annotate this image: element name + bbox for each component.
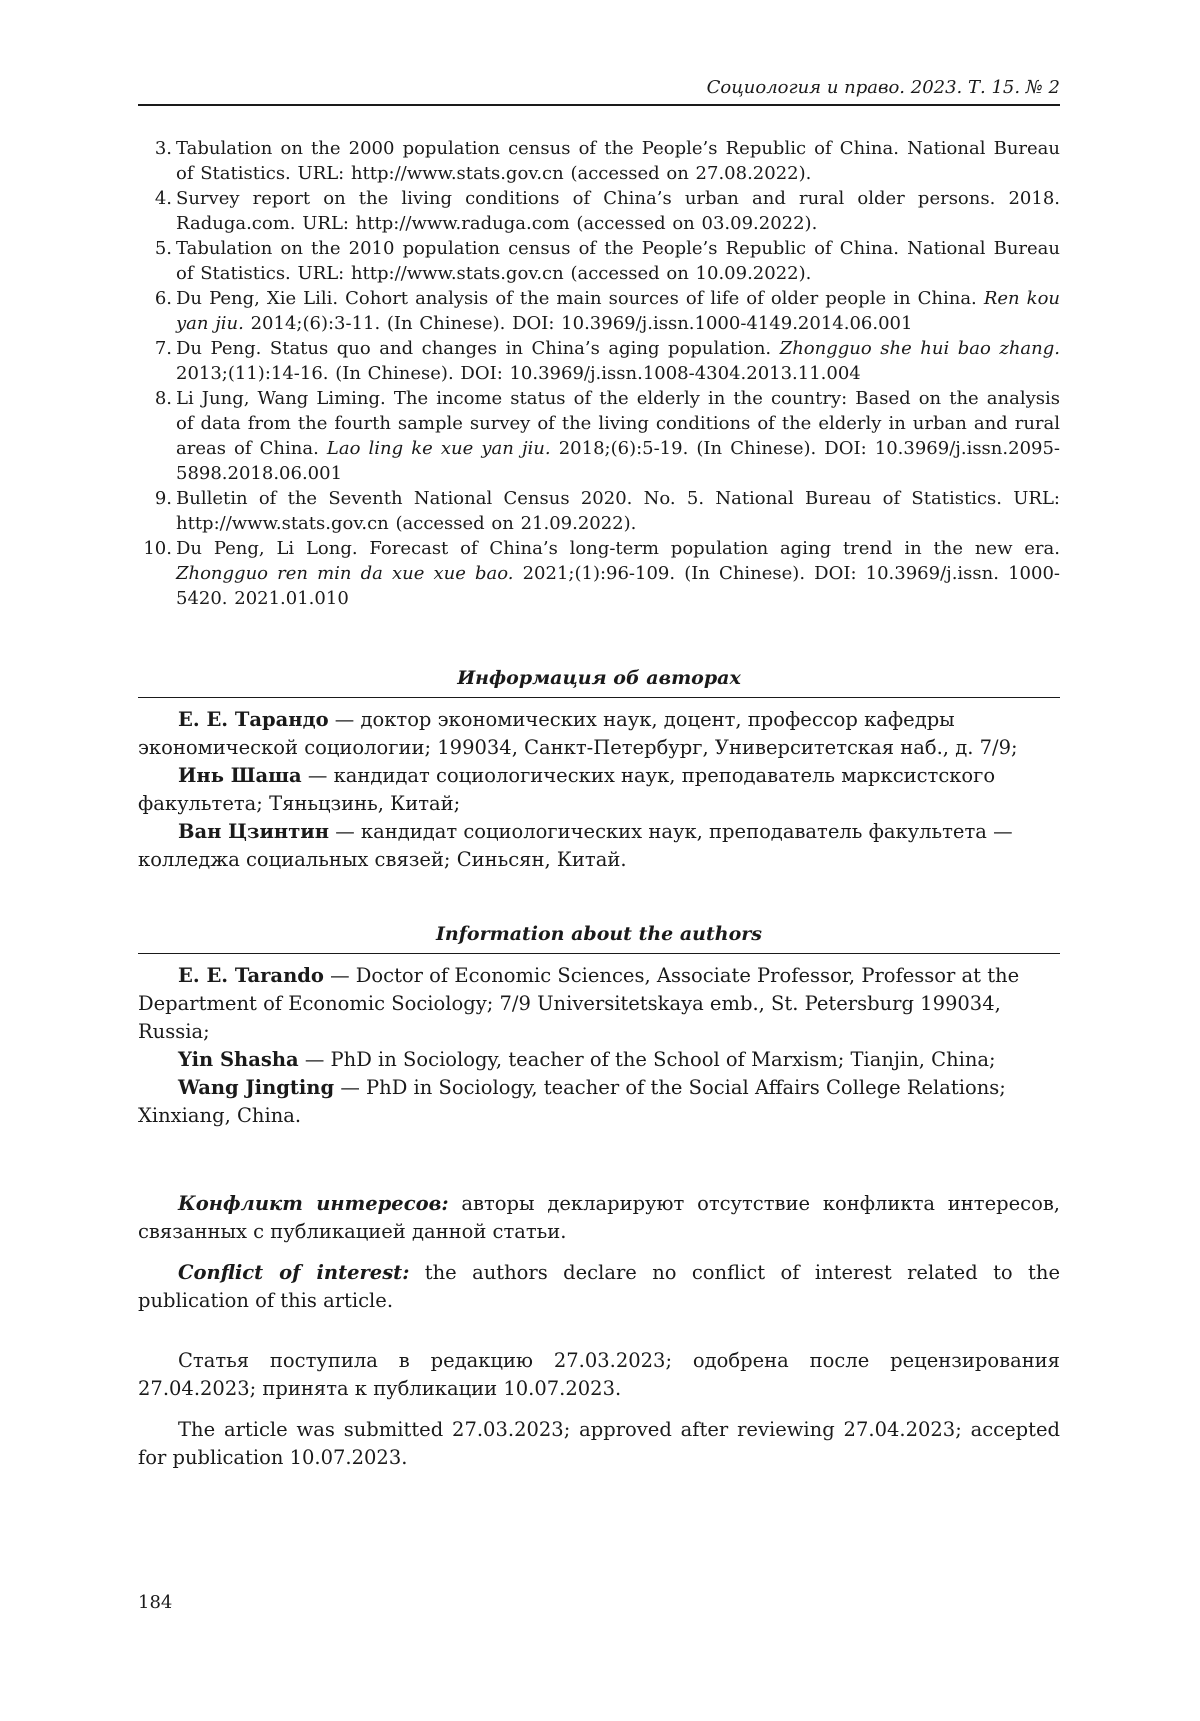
- authors-ru-title: Информация об авторах: [457, 667, 741, 689]
- reference-number: 9.: [154, 488, 172, 509]
- reference-item: [138, 236, 1060, 286]
- author-details: — PhD in Sociology, teacher of the School of Marxism; Tianjin, China;: [298, 1048, 996, 1071]
- reference-number: 7.: [154, 338, 172, 359]
- reference-item: [138, 536, 1060, 611]
- author-name: E. E. Tarando: [178, 964, 324, 987]
- author-entry: [138, 962, 1060, 1046]
- author-name: Wang Jingting: [178, 1076, 335, 1099]
- journal-page: [138, 0, 1060, 1721]
- reference-text: Du Peng. Status quo and changes in China’s aging population.: [176, 338, 780, 359]
- reference-text: Tabulation on the 2010 population census of the People’s Republic of China. National Bureau of Statistics. URL: http://www.stats.gov.cn (accessed on 10.09.2022).: [176, 238, 1060, 284]
- journal-title: Lao ling ke xue yan jiu.: [326, 438, 551, 459]
- author-entry: [138, 706, 1060, 762]
- journal-title: Zhongguo she hui bao zhang.: [779, 338, 1060, 359]
- author-entry: [138, 1046, 1060, 1074]
- reference-number: 10.: [143, 538, 172, 559]
- dates-en: The article was submitted 27.03.2023; approved after reviewing 27.04.2023; accepted for publication 10.07.2023.: [138, 1418, 1060, 1469]
- conflict-ru: [138, 1190, 1060, 1246]
- reference-number: 4.: [154, 188, 172, 209]
- reference-item: [138, 486, 1060, 536]
- reference-number: 5.: [154, 238, 172, 259]
- author-name: Е. Е. Тарандо: [178, 708, 329, 731]
- author-details: — Doctor of Economic Sciences, Associate Professor, Professor at the Department of Economic Sociology; 7/9 Universitetskaya emb., St. Petersburg 199034, Russia;: [138, 964, 1020, 1043]
- author-name: Инь Шаша: [178, 764, 302, 787]
- journal-title: Ren kou yan jiu.: [176, 288, 1061, 334]
- author-entry: [138, 1074, 1060, 1130]
- author-details: — кандидат социологических наук, преподаватель марксистского факультета; Тяньцзинь, Китай;: [138, 764, 996, 815]
- reference-list: [138, 136, 1060, 611]
- reference-number: 8.: [154, 388, 172, 409]
- conflict-ru-text: авторы декларируют отсутствие конфликта интересов, связанных с публикацией данной статьи.: [138, 1192, 1060, 1243]
- reference-text: Bulletin of the Seventh National Census 2020. No. 5. National Bureau of Statistics. URL: http://www.stats.gov.cn (accessed on 21.09.2022).: [176, 488, 1060, 534]
- author-entry: [138, 762, 1060, 818]
- reference-text: 2021;(1):96-109. (In Chinese). DOI: 10.3969/j.issn. 1000-5420. 2021.01.010: [176, 563, 1060, 609]
- author-details: — PhD in Sociology, teacher of the Social Affairs College Relations; Xinxiang, China.: [138, 1076, 1006, 1127]
- reference-item: [138, 386, 1060, 486]
- reference-item: [138, 186, 1060, 236]
- section-rule: [138, 697, 1060, 698]
- reference-text: Li Jung, Wang Liming. The income status of the elderly in the country: Based on the analysis of data from the fourth sample survey of the living conditions of the elderly in urban and rural areas of China.: [176, 388, 1060, 459]
- reference-text: Tabulation on the 2000 population census of the People’s Republic of China. National Bureau of Statistics. URL: http://www.stats.gov.cn (accessed on 27.08.2022).: [176, 138, 1060, 184]
- reference-number: 3.: [154, 138, 172, 159]
- author-entry: [138, 818, 1060, 874]
- author-name: Yin Shasha: [178, 1048, 299, 1071]
- conflict-en-text: the authors declare no conflict of interest related to the publication of this article.: [138, 1261, 1060, 1312]
- reference-item: [138, 286, 1060, 336]
- reference-text: 2013;(11):14-16. (In Chinese). DOI: 10.3969/j.issn.1008-4304.2013.11.004: [176, 363, 861, 384]
- reference-text: Du Peng, Li Long. Forecast of China’s long-term population aging trend in the new era.: [176, 538, 1060, 559]
- running-header: Социология и право. 2023. Т. 15. № 2: [706, 77, 1060, 98]
- conflict-en: [138, 1259, 1060, 1315]
- author-name: Ван Цзинтин: [178, 820, 330, 843]
- author-details: — кандидат социологических наук, преподаватель факультета — колледжа социальных связей; Синьсян, Китай.: [138, 820, 1013, 871]
- journal-title: Zhongguo ren min da xue xue bao.: [176, 563, 514, 584]
- conflict-ru-lead: Конфликт интересов:: [178, 1192, 449, 1215]
- reference-item: [138, 136, 1060, 186]
- reference-text: 2018;(6):5-19. (In Chinese). DOI: 10.3969/j.issn.2095-5898.2018.06.001: [176, 438, 1061, 484]
- reference-text: Du Peng, Xie Lili. Cohort analysis of the main sources of life of older people in China.: [176, 288, 984, 309]
- reference-item: [138, 336, 1060, 386]
- reference-text: Survey report on the living conditions of China’s urban and rural older persons. 2018. Raduga.com. URL: http://www.raduga.com (accessed on 03.09.2022).: [176, 188, 1060, 234]
- header-rule: [138, 104, 1060, 106]
- reference-text: 2014;(6):3-11. (In Chinese). DOI: 10.3969/j.issn.1000-4149.2014.06.001: [243, 313, 913, 334]
- section-rule: [138, 953, 1060, 954]
- page-number: 184: [138, 1592, 173, 1613]
- reference-number: 6.: [154, 288, 172, 309]
- authors-ru-block: [138, 706, 1060, 874]
- conflict-en-lead: Conflict of interest:: [178, 1261, 410, 1284]
- authors-en-title: Information about the authors: [436, 923, 762, 945]
- dates-ru: Статья поступила в редакцию 27.03.2023; одобрена после рецензирования 27.04.2023; принята к публикации 10.07.2023.: [138, 1349, 1060, 1400]
- authors-en-block: [138, 962, 1060, 1130]
- author-details: — доктор экономических наук, доцент, профессор кафедры экономической социологии; 199034, Санкт-Петербург, Университетская наб., д. 7/9;: [138, 708, 1018, 759]
